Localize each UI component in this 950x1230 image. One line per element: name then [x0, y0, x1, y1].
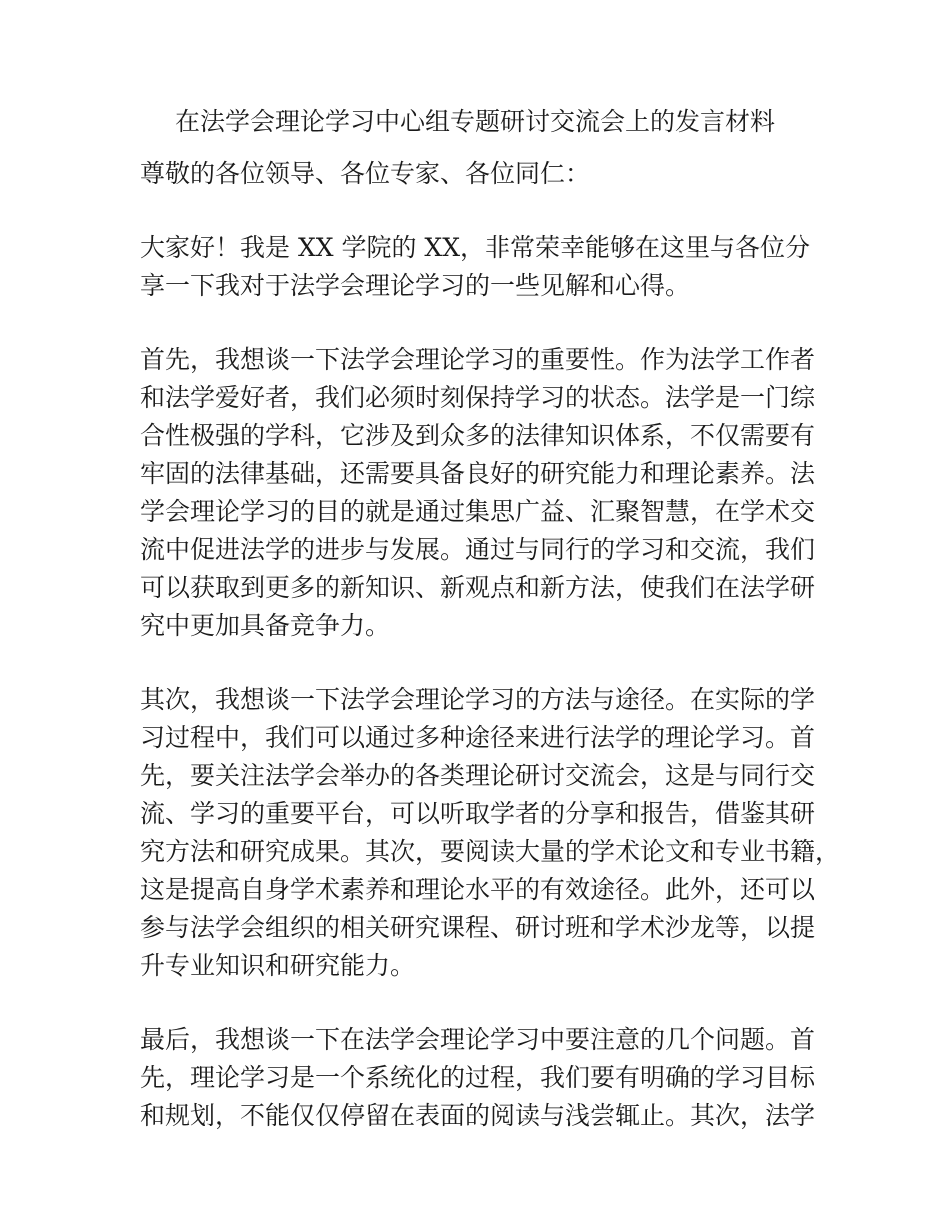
text-line: 合性极强的学科，它涉及到众多的法律知识体系，不仅需要有 — [140, 421, 816, 450]
text-line: 流中促进法学的进步与发展。通过与同行的学习和交流，我们 — [140, 535, 816, 564]
text-line: 究中更加具备竞争力。 — [140, 611, 391, 640]
text-line: 学会理论学习的目的就是通过集思广益、汇聚智慧，在学术交 — [140, 497, 816, 526]
text-line: 享一下我对于法学会理论学习的一些见解和心得。 — [140, 271, 691, 300]
text-line: 流、学习的重要平台，可以听取学者的分享和报告，借鉴其研 — [140, 799, 816, 828]
text-line: 先，要关注法学会举办的各类理论研讨交流会，这是与同行交 — [140, 761, 816, 790]
issues-paragraph — [140, 1021, 816, 1135]
document-title: 在法学会理论学习中心组专题研讨交流会上的发言材料 — [174, 107, 775, 136]
text-line: 参与法学会组织的相关研究课程、研讨班和学术沙龙等，以提 — [140, 913, 816, 942]
text-line: 究方法和研究成果。其次，要阅读大量的学术论文和专业书籍， — [140, 837, 841, 866]
text-line: 习过程中，我们可以通过多种途径来进行法学的理论学习。首 — [140, 723, 816, 752]
text-line: 可以获取到更多的新知识、新观点和新方法，使我们在法学研 — [140, 573, 816, 602]
text-line: 其次，我想谈一下法学会理论学习的方法与途径。在实际的学 — [140, 685, 816, 714]
text-line: 这是提高自身学术素养和理论水平的有效途径。此外，还可以 — [140, 875, 816, 904]
importance-paragraph — [140, 341, 816, 645]
text-line: 和规划，不能仅仅停留在表面的阅读与浅尝辄止。其次，法学 — [140, 1101, 816, 1130]
text-line: 首先，我想谈一下法学会理论学习的重要性。作为法学工作者 — [140, 345, 816, 374]
salutation-paragraph — [140, 155, 812, 193]
text-line: 牢固的法律基础，还需要具备良好的研究能力和理论素养。法 — [140, 459, 816, 488]
text-line: 大家好！我是 XX 学院的 XX，非常荣幸能够在这里与各位分 — [140, 233, 811, 262]
methods-paragraph — [140, 681, 841, 985]
text-line: 升专业知识和研究能力。 — [140, 951, 416, 980]
text-line: 尊敬的各位领导、各位专家、各位同仁： — [140, 159, 591, 188]
text-line: 和法学爱好者，我们必须时刻保持学习的状态。法学是一门综 — [140, 383, 816, 412]
greeting-paragraph — [140, 229, 812, 305]
document-body — [140, 155, 841, 1171]
text-line: 先，理论学习是一个系统化的过程，我们要有明确的学习目标 — [140, 1063, 816, 1092]
text-line: 最后，我想谈一下在法学会理论学习中要注意的几个问题。首 — [140, 1025, 816, 1054]
